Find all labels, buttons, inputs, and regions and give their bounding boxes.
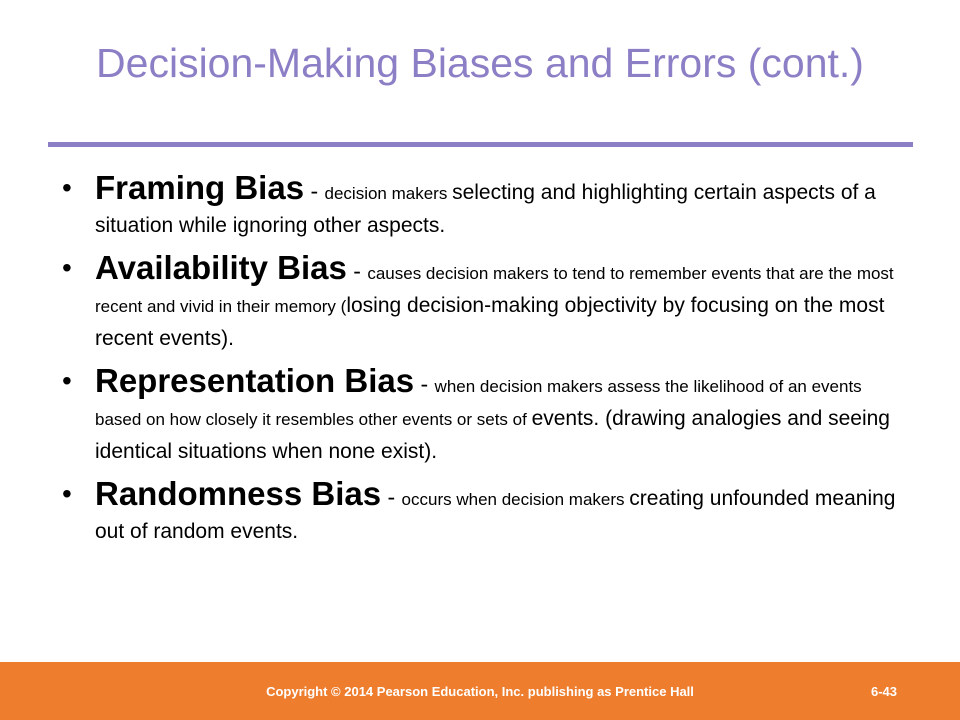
- bullet-dot-icon: •: [62, 365, 72, 396]
- bullet-dot-icon: •: [62, 172, 72, 203]
- bullet-text: selecting and highlighting certain aspects of a situation while ignoring other aspects.: [95, 181, 876, 237]
- bullet-text: decision makers: [324, 184, 453, 203]
- bullet-term: Framing Bias: [95, 169, 305, 206]
- bullet-dot-icon: •: [62, 478, 72, 509]
- title-divider: [48, 142, 913, 147]
- page-number: 6-43: [870, 684, 897, 699]
- bullet-text: occurs when decision makers: [401, 490, 630, 509]
- bullet-separator: -: [414, 371, 435, 397]
- bullet-text: causes decision makers to tend to remember events that are the most recent and vivid in their memory (: [95, 264, 894, 316]
- slide-title: Decision-Making Biases and Errors (cont.): [96, 40, 864, 86]
- bullet-text: events. (drawing analogies and seeing identical situations when none exist).: [95, 407, 890, 463]
- footer-bar: [0, 662, 960, 720]
- bullet-term: Representation Bias: [95, 362, 415, 399]
- bullet-framing-bias: [62, 169, 907, 241]
- bullet-randomness-bias: [62, 475, 907, 547]
- bullet-text: losing decision-making objectivity by focusing on the most recent events).: [95, 294, 885, 350]
- bullet-separator: -: [381, 484, 402, 510]
- bullet-list: [62, 169, 907, 558]
- bullet-availability-bias: [62, 249, 907, 354]
- bullet-term: Availability Bias: [95, 249, 347, 286]
- bullet-text: creating unfounded meaning out of random events.: [95, 487, 896, 543]
- bullet-representation-bias: [62, 362, 907, 467]
- bullet-dot-icon: •: [62, 252, 72, 283]
- bullet-separator: -: [304, 178, 325, 204]
- bullet-term: Randomness Bias: [95, 475, 382, 512]
- bullet-text: when decision makers assess the likelihood of an events based on how closely it resembles other events or sets of: [95, 377, 862, 429]
- copyright-notice: Copyright © 2014 Pearson Education, Inc. publishing as Prentice Hall: [266, 684, 694, 699]
- bullet-separator: -: [346, 258, 368, 284]
